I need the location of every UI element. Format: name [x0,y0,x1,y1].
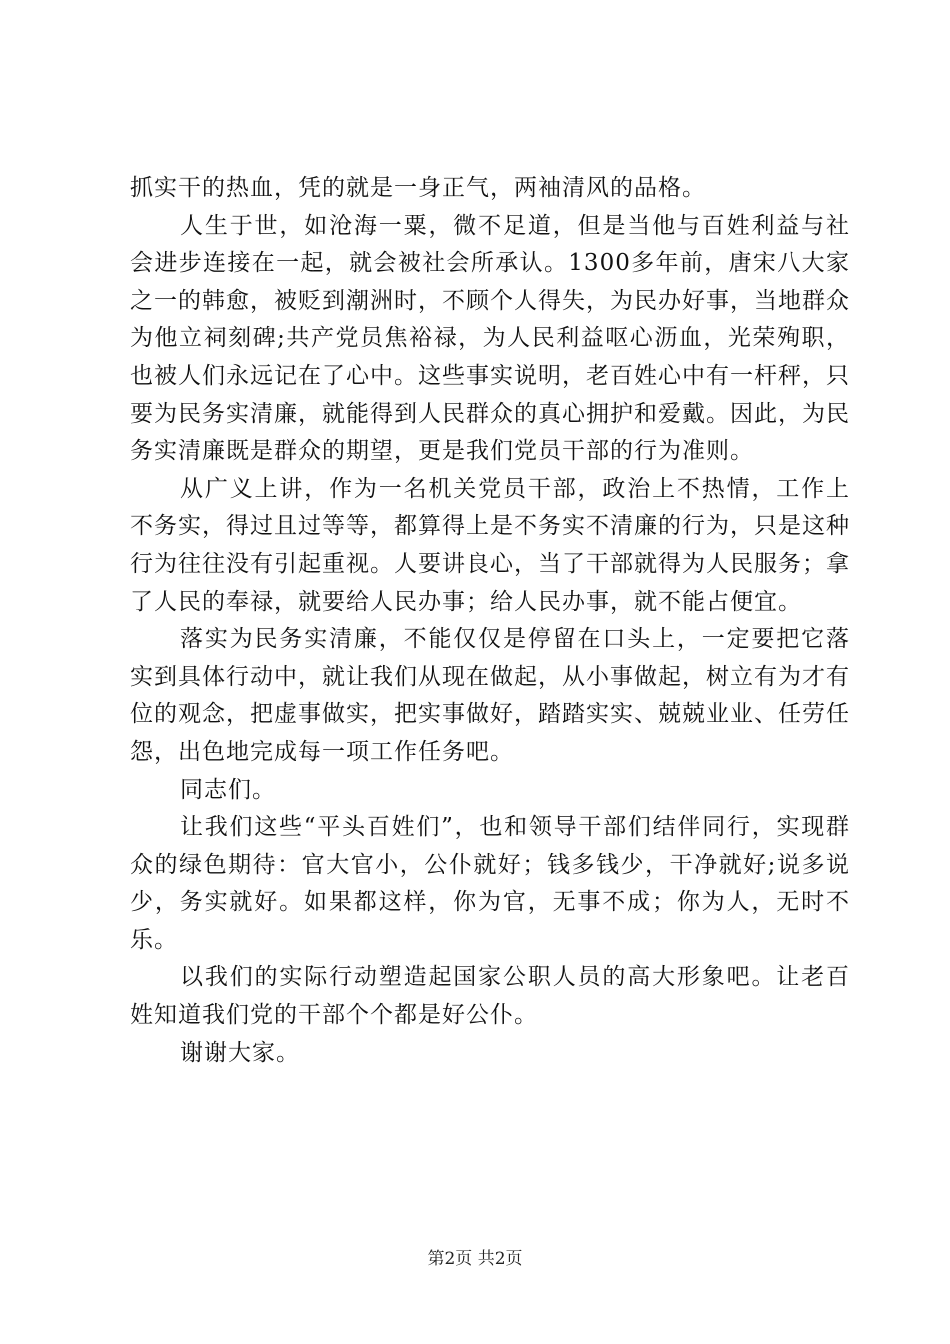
paragraph: 以我们的实际行动塑造起国家公职人员的高大形象吧。让老百姓知道我们党的干部个个都是好公仆。 [130,964,850,1029]
paragraph: 谢谢大家。 [180,1039,300,1066]
paragraph: 人生于世，如沧海一粟，微不足道，但是当他与百姓利益与社会进步连接在一起，就会被社会所承认。1300多年前，唐宋八大家之一的韩愈，被贬到潮洲时，不顾个人得失，为民办好事，当地群众为他立祠刻碑;共产党员焦裕禄，为人民利益呕心沥血，光荣殉职，也被人们永远记在了心中。这些事实说明，老百姓心中有一杆秤，只要为民务实清廉，就能得到人民群众的真心拥护和爱戴。因此，为民务实清廉既是群众的期望，更是我们党员干部的行为准则。 [130,212,850,465]
paragraph: 从广义上讲，作为一名机关党员干部，政治上不热情，工作上不务实，得过且过等等，都算得上是不务实不清廉的行为，只是这种行为往往没有引起重视。人要讲良心，当了干部就得为人民服务；拿了人民的奉禄，就要给人民办事；给人民办事，就不能占便宜。 [130,475,850,615]
document-body [130,170,850,1072]
page-number-footer: 第2页 共2页 [427,1249,523,1269]
paragraph: 同志们。 [180,776,276,803]
paragraph: 让我们这些“平头百姓们”，也和领导干部们结伴同行，实现群众的绿色期待：官大官小，公仆就好；钱多钱少，干净就好;说多说少，务实就好。如果都这样，你为官，无事不成；你为人，无时不乐。 [130,814,850,953]
paragraph: 落实为民务实清廉，不能仅仅是停留在口头上，一定要把它落实到具体行动中，就让我们从现在做起，从小事做起，树立有为才有位的观念，把虚事做实，把实事做好，踏踏实实、兢兢业业、任劳任怨，出色地完成每一项工作任务吧。 [130,626,850,765]
paragraph: 抓实干的热血，凭的就是一身正气，两袖清风的品格。 [130,175,706,201]
